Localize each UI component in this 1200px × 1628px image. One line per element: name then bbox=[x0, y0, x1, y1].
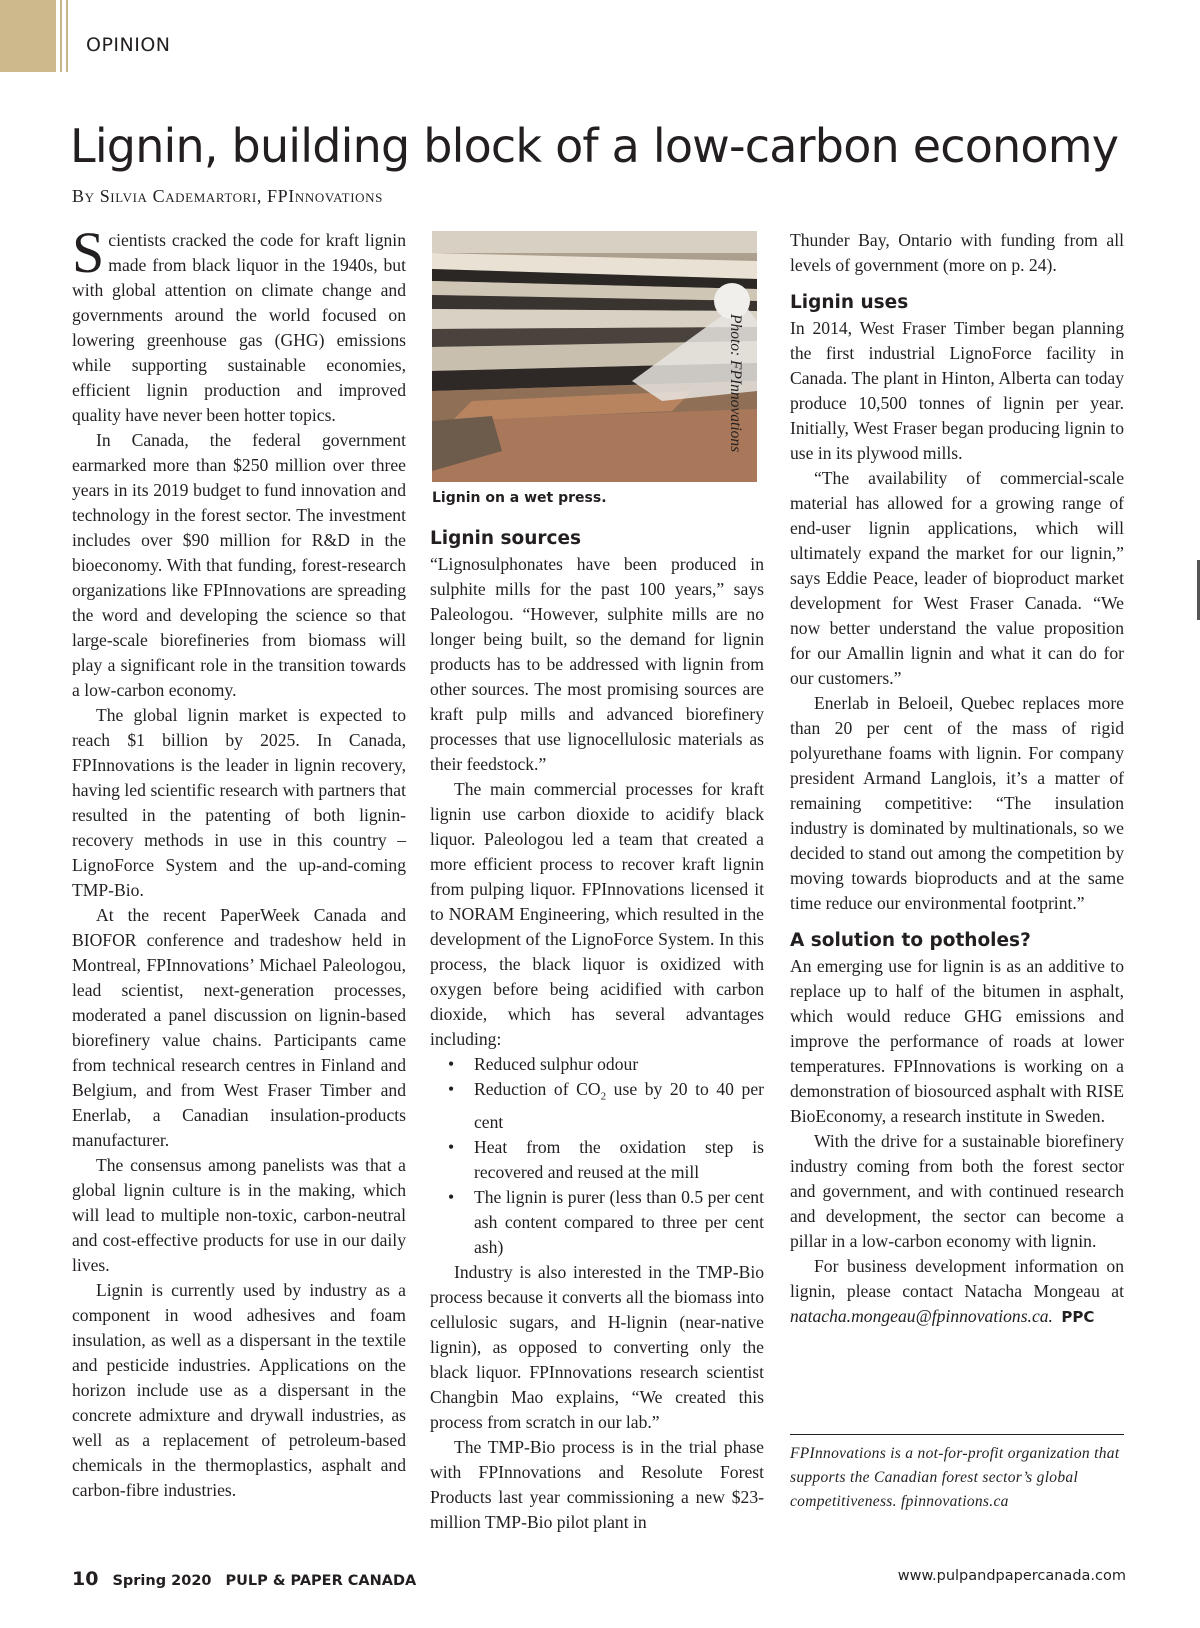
paragraph: In Canada, the federal government earmarked more than $250 million over three years in its 2019 budget to fund innovation and technology in the forest sector. The investment includes over $90 million for R&D in the bioeconomy. With that funding, forest-research organizations like FPInnovations are spreading the word and developing the science so that large-scale biorefineries from biomass will play a significant role in the transition towards a low-carbon economy. bbox=[72, 430, 406, 700]
wet-press-illustration bbox=[432, 231, 757, 482]
paragraph: “The availability of commercial-scale material has allowed for a growing range of end-user lignin applications, which will ultimately expand the market for our lignin,” says Eddie Peace, leader of bioproduct market development for West Fraser Canada. “We now better understand the value proposition for our Amallin lignin and what it can do for our customers.” bbox=[790, 468, 1124, 688]
paragraph: The consensus among panelists was that a global lignin culture is in the making, which will lead to multiple non-toxic, carbon-neutral and cost-effective products for use in our daily lives. bbox=[72, 1155, 406, 1275]
paragraph: Industry is also interested in the TMP-Bio process because it converts all the biomass into cellulosic sugars, and H-lignin (near-native lignin), as opposed to converting only the black liquor. FPInnovations research scientist Changbin Mao explains, “We created this process from scratch in our lab.” bbox=[430, 1261, 764, 1432]
paragraph: “Lignosulphonates have been produced in sulphite mills for the past 100 years,” says Paleologou. “However, sulphite mills are no longer being built, so the demand for lignin products has to be addressed with lignin from other sources. The most promising sources are kraft pulp mills and advanced biorefinery processes that use lignocellulosic materials as their feedstock.” bbox=[430, 554, 764, 774]
paragraph: For business development information on lignin, please contact Natacha Mongeau at natacha.mongeau@fpinnovations.ca. PPC bbox=[790, 1256, 1124, 1326]
corner-accent-line bbox=[66, 0, 68, 72]
article-column-1 bbox=[72, 220, 406, 1503]
wet-press-photo bbox=[432, 231, 757, 482]
contact-email[interactable]: natacha.mongeau@fpinnovations.ca. bbox=[790, 1306, 1053, 1326]
end-mark: PPC bbox=[1061, 1308, 1095, 1326]
paragraph: The TMP-Bio process is in the trial phase with FPInnovations and Resolute Forest Products last year commissioning a new $23-million TMP-Bio pilot plant in bbox=[430, 1436, 764, 1532]
divider bbox=[790, 1434, 1124, 1435]
corner-accent-line bbox=[60, 0, 62, 72]
list-item: • Reduction of $CO_2$ use by 20 to 40 per cent bbox=[474, 1077, 764, 1135]
section-heading: Lignin sources bbox=[430, 528, 582, 549]
page-number: 10 bbox=[72, 1568, 99, 1590]
organization-tagline: FPInnovations is a not-for-profit organization that supports the Canadian forest sector’s global competitiveness. fpinnovations.ca bbox=[790, 1445, 1120, 1510]
paragraph: Lignin is currently used by industry as a component in wood adhesives and foam insulation, as well as a dispersant in the textile and pesticide industries. Applications on the horizon include use as a dispersant in the concrete admixture and drywall industries, as well as a replacement of petroleum-based chemicals in the thermoplastics, asphalt and carbon-fibre industries. bbox=[72, 1280, 406, 1500]
list-item: • Reduced sulphur odour bbox=[474, 1052, 764, 1077]
article-title: Lignin, building block of a low-carbon economy bbox=[70, 119, 1119, 173]
article-byline: By Silvia Cademartori, FPInnovations bbox=[72, 186, 383, 206]
list-item: • Heat from the oxidation step is recovered and reused at the mill bbox=[474, 1135, 764, 1185]
corner-accent-tab bbox=[0, 0, 56, 72]
issue-season: Spring 2020 bbox=[112, 1573, 212, 1589]
paragraph: At the recent PaperWeek Canada and BIOFOR conference and tradeshow held in Montreal, FPInnovations’ Michael Paleologou, lead scientist, next-generation processes, moderated a panel discussion on lignin-based biorefinery value chains. Participants came from technical research centres in Finland and Belgium, and from West Fraser Timber and Enerlab, a Canadian insulation-products manufacturer. bbox=[72, 905, 406, 1150]
article-column-2 bbox=[430, 526, 764, 1535]
section-heading: Lignin uses bbox=[790, 292, 909, 313]
paragraph: Scientists cracked the code for kraft lignin made from black liquor in the 1940s, but with global attention on climate change and governments around the world focused on lowering greenhouse gas (GHG) emissions while supporting sustainable economies, efficient lignin production and improved quality have never been hotter topics. bbox=[72, 220, 406, 425]
article-column-3 bbox=[790, 228, 1124, 1330]
section-label: OPINION bbox=[86, 34, 171, 56]
paragraph: The global lignin market is expected to reach $1 billion by 2025. In Canada, FPInnovations is the leader in lignin recovery, having led scientific research with partners that resulted in the patenting of both lignin-recovery methods in use in this country – LignoForce System and the up-and-coming TMP-Bio. bbox=[72, 705, 406, 900]
website-link[interactable]: www.pulpandpapercanada.com bbox=[897, 1568, 1126, 1584]
paragraph: With the drive for a sustainable biorefinery industry coming from both the forest sector and government, and with continued research and development, the sector can become a pillar in a low-carbon economy with lignin. bbox=[790, 1131, 1124, 1251]
page-footer bbox=[72, 1568, 416, 1590]
advantages-list bbox=[430, 1052, 764, 1260]
section-heading: A solution to potholes? bbox=[790, 930, 1031, 951]
publication-name: PULP & PAPER CANADA bbox=[225, 1573, 417, 1589]
photo-caption: Lignin on a wet press. bbox=[432, 490, 607, 506]
paragraph: In 2014, West Fraser Timber began planning the first industrial LignoForce facility in Canada. The plant in Hinton, Alberta can today produce 10,500 tonnes of lignin per year. Initially, West Fraser began producing lignin to use in its plywood mills. bbox=[790, 318, 1124, 463]
list-item: • The lignin is purer (less than 0.5 per cent ash content compared to three per cent ash) bbox=[474, 1185, 764, 1260]
paragraph: Enerlab in Beloeil, Quebec replaces more than 20 per cent of the mass of rigid polyurethane foams with lignin. For company president Armand Langlois, it’s a matter of remaining competitive: “The insulation industry is dominated by multinationals, so we decided to stand out among the competition by moving towards bioproducts and at the same time reduce our environmental footprint.” bbox=[790, 693, 1124, 913]
drop-cap: S bbox=[72, 220, 105, 285]
photo-credit: Photo: FPInnovations bbox=[727, 314, 744, 453]
paragraph: Thunder Bay, Ontario with funding from all levels of government (more on p. 24). bbox=[790, 230, 1124, 275]
paragraph: An emerging use for lignin is as an additive to replace up to half of the bitumen in asphalt, which would reduce GHG emissions and improve the performance of roads at lower temperatures. FPInnovations is working on a demonstration of biosourced asphalt with RISE BioEconomy, a research institute in Sweden. bbox=[790, 956, 1124, 1126]
paragraph: The main commercial processes for kraft lignin use carbon dioxide to acidify black liquor. Paleologou led a team that created a more efficient process to recover kraft lignin from pulping liquor. FPInnovations licensed it to NORAM Engineering, which resulted in the development of the LignoForce System. In this process, the black liquor is oxidized with oxygen before being acidified with carbon dioxide, which has several advantages including: bbox=[430, 779, 764, 1049]
